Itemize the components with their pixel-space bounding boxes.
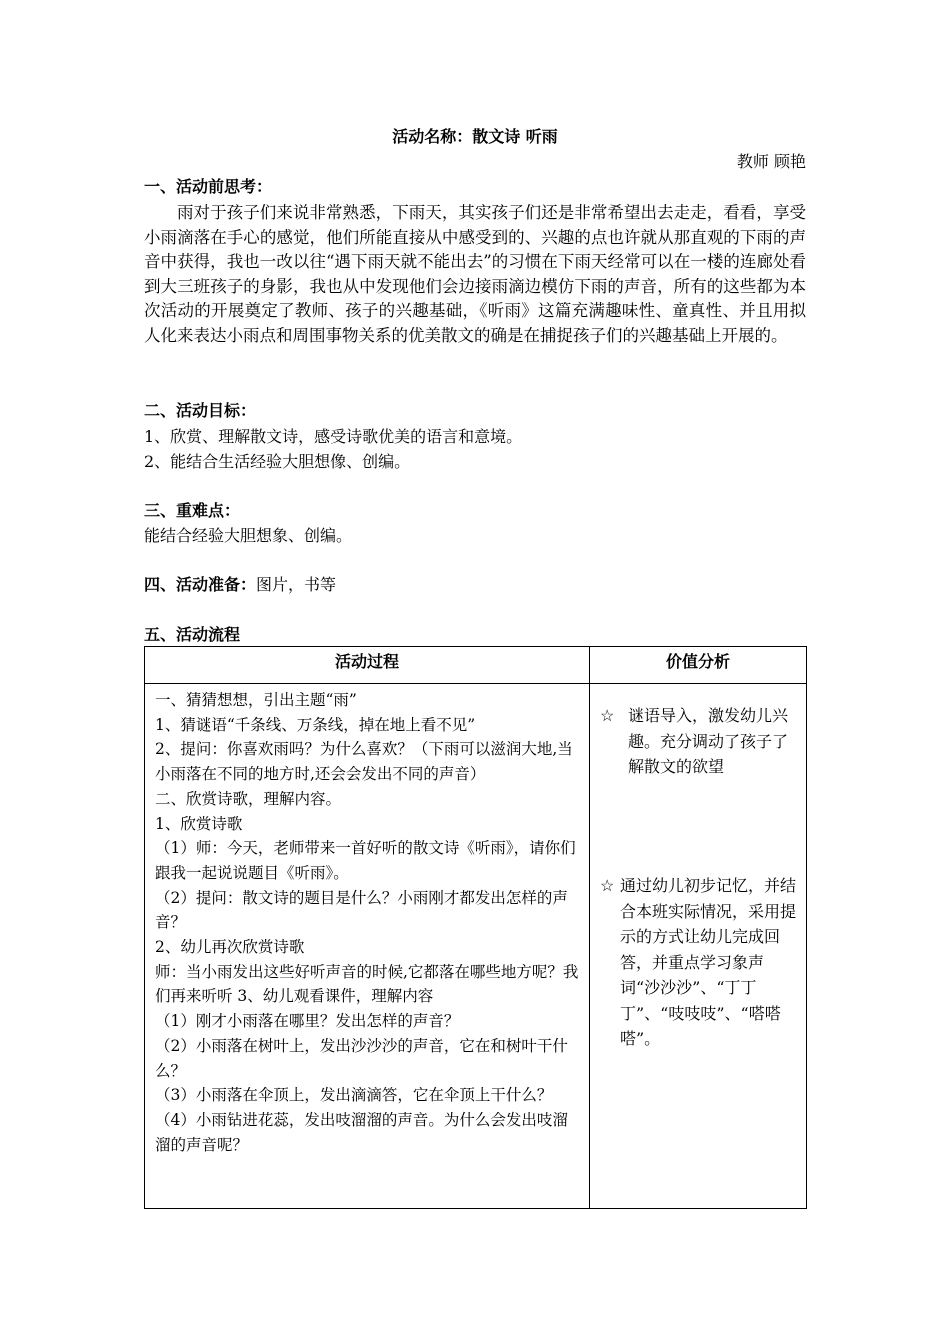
value-note-text: 通过幼儿初步记忆，并结合本班实际情况，采用提示的方式让幼儿完成回答，并重点学习象声词“沙沙沙”、“丁丁丁”、“吱吱吱”、“嗒嗒嗒”。: [620, 876, 797, 1048]
star-icon: ☆: [600, 706, 615, 725]
process-line: 一、猜猜想想，引出主题“雨”: [155, 691, 357, 709]
star-icon: ☆: [600, 876, 615, 895]
teacher-name: 教师 顾艳: [736, 152, 806, 171]
process-line: 1、欣赏诗歌: [155, 814, 243, 833]
table-header-row: [145, 647, 807, 684]
section1-paragraph: 雨对于孩子们来说非常熟悉，下雨天，其实孩子们还是非常希望出去走走，看看，享受小雨滴落在手心的感觉，他们所能直接从中感受到的、兴趣的点也许就从那直观的下雨的声音中获得，我也一改以往“遇下雨天就不能出去”的习惯在下雨天经常可以在一楼的连廊处看到大三班孩子的身影，我也从中发现他们会边接雨滴边模仿下雨的声音，所有的这些都为本次活动的开展奠定了教师、孩子的兴趣基础，《听雨》这篇充满趣味性、童真性、并且用拟人化来表达小雨点和周围事物关系的优美散文的确是在捕捉孩子们的兴趣基础上开展的。: [144, 203, 806, 345]
process-line: 二、欣赏诗歌，理解内容。: [155, 789, 342, 808]
process-line: 2、提问：你喜欢雨吗？为什么喜欢？（下雨可以滋润大地,当小雨落在不同的地方时,还会会发出不同的声音）: [155, 740, 573, 784]
section2-heading: 二、活动目标：: [144, 401, 257, 420]
process-line: （2）提问：散文诗的题目是什么？小雨刚才都发出怎样的声音？: [155, 888, 568, 932]
value-analysis-cell: [590, 684, 807, 1209]
value-note-text: 谜语导入，激发幼儿兴趣。充分调动了孩子了解散文的欲望: [628, 706, 789, 776]
section4-label: 四、活动准备：: [144, 575, 257, 594]
section3-text: 能结合经验大胆想象、创编。: [144, 526, 353, 545]
process-line: 师：当小雨发出这些好听声音的时候,它都落在哪些地方呢？我们再来听听 3、幼儿观看课件，理解内容: [155, 962, 579, 1006]
value-note: [600, 703, 798, 780]
section1-heading: 一、活动前思考：: [144, 177, 273, 196]
section4-heading: [144, 574, 336, 596]
section5-heading: 五、活动流程: [144, 625, 241, 644]
process-line: （3）小雨落在伞顶上，发出滴滴答，它在伞顶上干什么？: [155, 1086, 553, 1105]
process-line: 1、猜谜语“千条线、万条线，掉在地上看不见”: [155, 715, 476, 734]
value-note: [600, 873, 798, 1052]
process-cell: [145, 684, 590, 1209]
section4-text: 图片，书等: [256, 575, 337, 594]
activity-flow-table: [144, 646, 807, 1209]
goal-item: 2、能结合生活经验大胆想像、创编。: [144, 452, 411, 471]
process-line: 2、幼儿再次欣赏诗歌: [155, 938, 305, 957]
section3-heading: 三、重难点：: [144, 501, 241, 520]
process-line: （1）刚才小雨落在哪里？发出怎样的声音？: [155, 1012, 460, 1031]
column-header-process: 活动过程: [145, 647, 590, 684]
process-line: （4）小雨钻进花蕊，发出吱溜溜的声音。为什么会发出吱溜溜的声音呢？: [155, 1110, 568, 1154]
process-line: （1）师：今天，老师带来一首好听的散文诗《听雨》，请你们跟我一起说说题目《听雨》。: [155, 839, 576, 882]
column-header-value: 价值分析: [590, 647, 807, 684]
page-title: 活动名称：散文诗 听雨: [392, 127, 558, 146]
process-line: （2）小雨落在树叶上，发出沙沙沙的声音，它在和树叶干什么？: [155, 1036, 568, 1080]
table-row: [145, 684, 807, 1209]
goal-item: 1、欣赏、理解散文诗，感受诗歌优美的语言和意境。: [144, 427, 523, 446]
